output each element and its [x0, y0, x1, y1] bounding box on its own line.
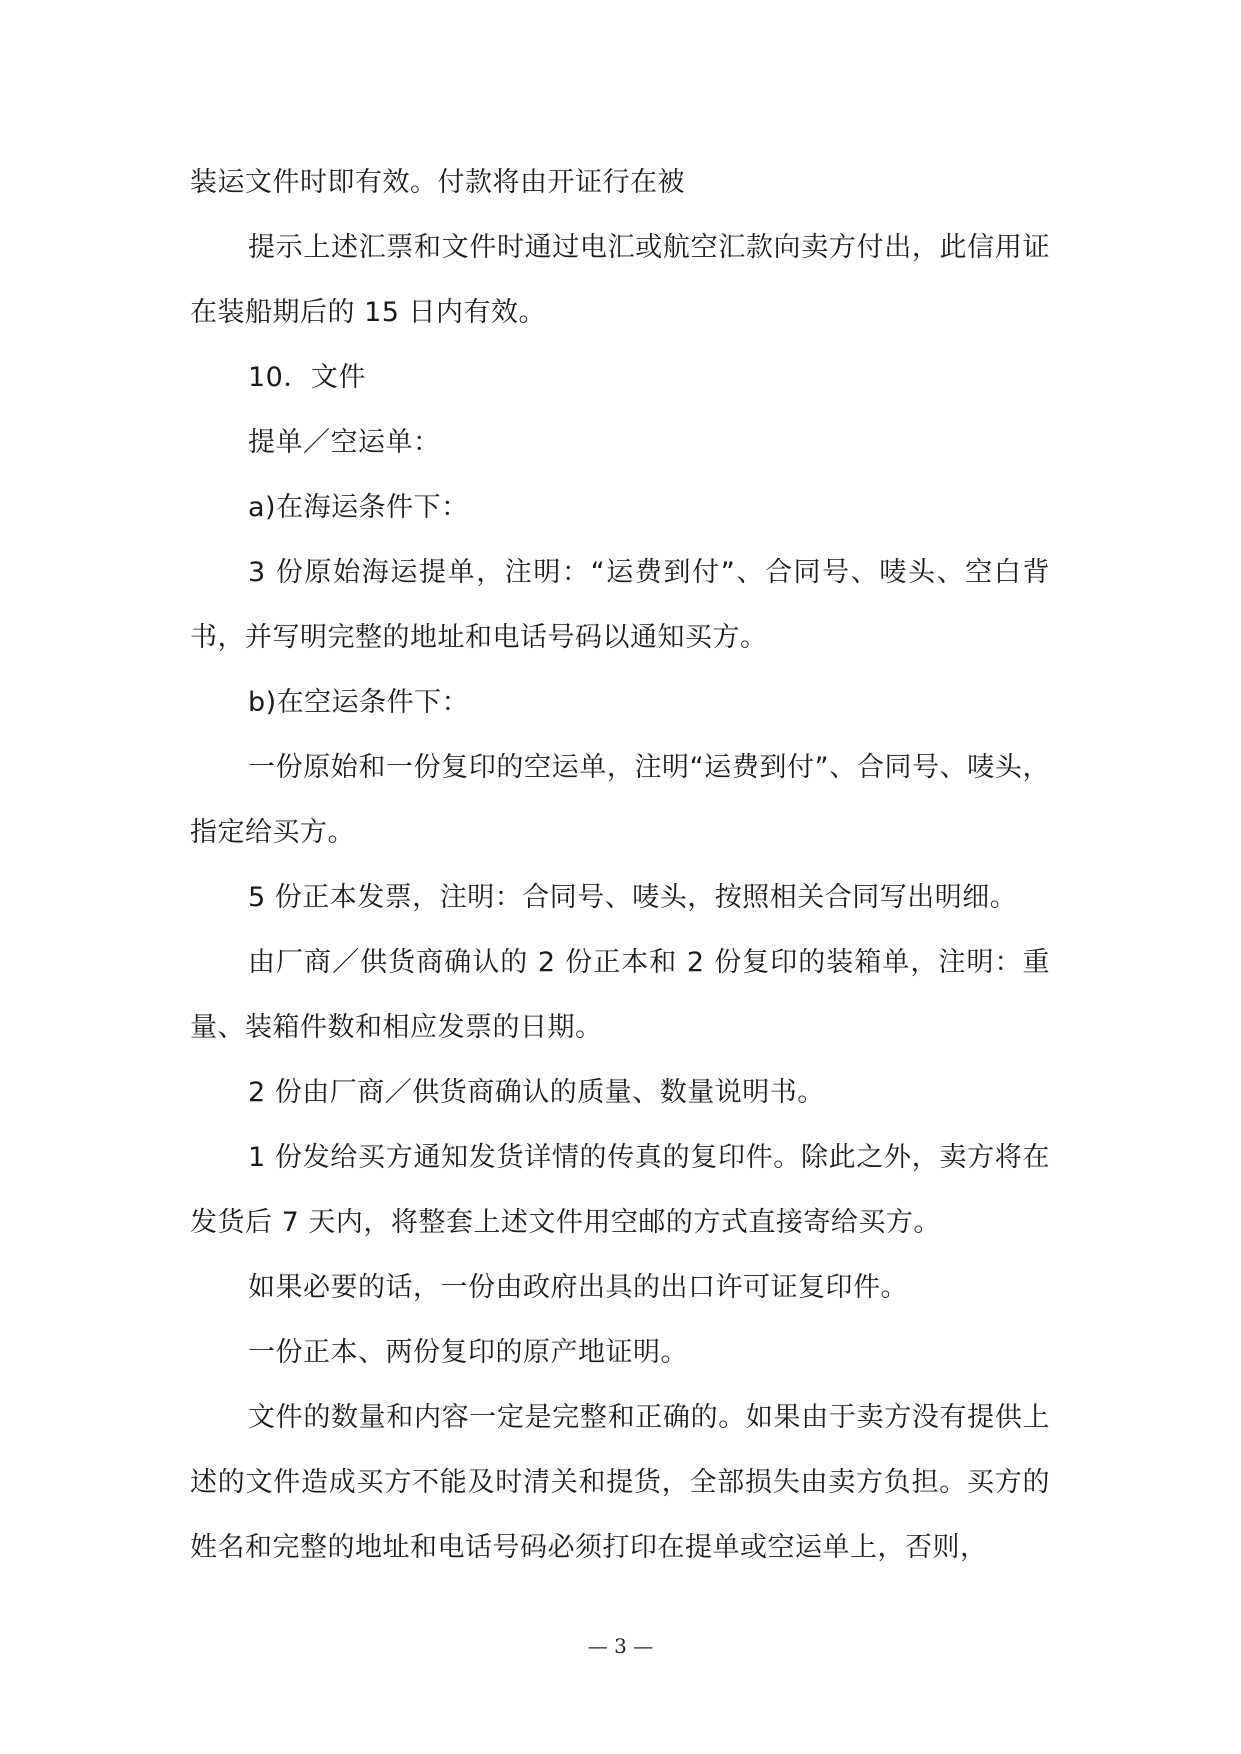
paragraph-packing-list: 由厂商／供货商确认的 2 份正本和 2 份复印的装箱单，注明：重量、装箱件数和相应发票的日期。 — [190, 947, 1050, 1043]
paragraph-sea-condition: a)在海运条件下： — [248, 492, 469, 523]
section-heading-documents: 10．文件 — [248, 362, 366, 393]
paragraph-quality-certificate: 2 份由厂商／供货商确认的质量、数量说明书。 — [248, 1077, 825, 1108]
paragraph-2: 提示上述汇票和文件时通过电汇或航空汇款向卖方付出，此信用证在装船期后的 15 日内有效。 — [190, 232, 1050, 328]
paragraph-invoice: 5 份正本发票，注明：合同号、唛头，按照相关合同写出明细。 — [248, 882, 1018, 913]
paragraph-1: 装运文件时即有效。付款将由开证行在被 — [190, 167, 685, 198]
paragraph-air-waybill: 一份原始和一份复印的空运单，注明“运费到付”、合同号、唛头，指定给买方。 — [190, 752, 1050, 848]
paragraph-bill-of-lading: 提单／空运单： — [248, 427, 441, 458]
paragraph-air-condition: b)在空运条件下： — [248, 687, 470, 718]
paragraph-fax-copy: 1 份发给买方通知发货详情的传真的复印件。除此之外，卖方将在发货后 7 天内，将整套上述文件用空邮的方式直接寄给买方。 — [190, 1142, 1050, 1238]
paragraph-export-license: 如果必要的话，一份由政府出具的出口许可证复印件。 — [248, 1272, 908, 1303]
paragraph-sea-bill: 3 份原始海运提单，注明：“运费到付”、合同号、唛头、空白背书，并写明完整的地址和电话号码以通知买方。 — [190, 557, 1050, 653]
paragraph-completeness: 文件的数量和内容一定是完整和正确的。如果由于卖方没有提供上述的文件造成买方不能及时清关和提货，全部损失由卖方负担。买方的姓名和完整的地址和电话号码必须打印在提单或空运单上，否则， — [190, 1402, 1050, 1563]
document-body — [190, 150, 1050, 1580]
paragraph-certificate-of-origin: 一份正本、两份复印的原产地证明。 — [248, 1337, 688, 1368]
page-number: — 3 — — [587, 1634, 654, 1658]
